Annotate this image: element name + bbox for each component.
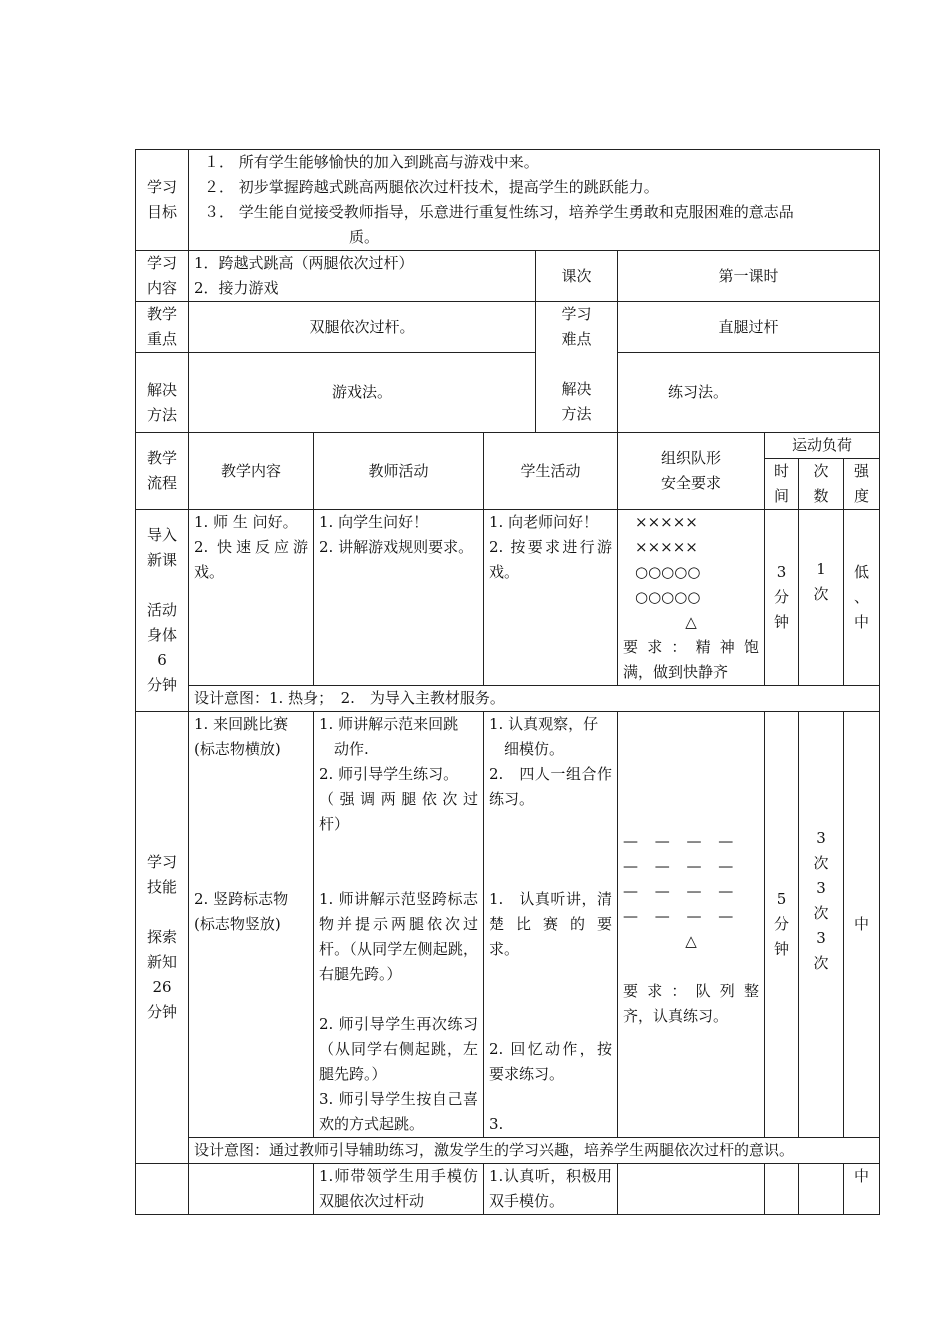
teacher-position-icon: △	[685, 613, 697, 631]
section3-content	[189, 1164, 314, 1215]
method-row	[136, 353, 880, 433]
section3-formation	[618, 1164, 765, 1215]
goal-item: １． 所有学生能够愉快的加入到跳高与游戏中来。	[204, 153, 539, 171]
section1-label: 导入 新课 活动 身体 6 分钟	[136, 510, 189, 712]
formation-row-x: ×××××	[635, 538, 698, 556]
flow-header-row	[136, 433, 880, 459]
load-header: 运动负荷	[765, 433, 880, 459]
section3-student: 1.认真听，积极用双手模仿。	[484, 1164, 618, 1215]
method-value: 游戏法。	[189, 353, 536, 433]
section1-time: 3 分 钟	[765, 510, 799, 686]
section2-intensity: 中	[844, 712, 880, 1138]
student-activity-header: 学生活动	[484, 433, 618, 510]
section3-teacher: 1.师带领学生用手模仿双腿依次过杆动	[314, 1164, 484, 1215]
content-item: 2．接力游戏	[194, 279, 279, 297]
difficulty-value: 直腿过杆	[618, 302, 880, 353]
section2-teacher: 1. 师讲解示范来回跳 动作. 2. 师引导学生练习。 （ 强 调 两 腿 依 次 过杆） 1. 师讲解示范竖跨标志物并提示两腿依次过杆。（从同学左侧起跳，右腿先跨。） 2. 师引导学生再次练习（从同学右侧起跳，左腿先跨。） 3. 师引导学生按自己喜欢的方式起跳。	[314, 712, 484, 1138]
method-value-2: 练习法。	[618, 353, 880, 433]
section3-count	[799, 1164, 844, 1215]
content-items	[189, 251, 536, 302]
formation-row-x: ×××××	[635, 513, 698, 531]
section1-design: 设计意图：1. 热身； 2. 为导入主教材服务。	[189, 686, 880, 712]
section1-content: 1. 师 生 问好。 2. 快速反应游戏。	[189, 510, 314, 686]
goal-item: 质。	[349, 228, 380, 246]
goal-item: ３． 学生能自觉接受教师指导，乐意进行重复性练习，培养学生勇敢和克服困难的意志品	[204, 203, 794, 221]
difficulty-label: 学习 难点 解决 方法	[536, 302, 618, 433]
formation-line: — — — —	[623, 832, 740, 850]
section2-formation	[618, 712, 765, 1138]
section1-design-row	[136, 686, 880, 712]
formation-line: — — — —	[623, 857, 740, 875]
teach-content-header: 教学内容	[189, 433, 314, 510]
section2-count: 3 次 3 次 3 次	[799, 712, 844, 1138]
section2-row	[136, 712, 880, 1138]
focus-label: 教学 重点	[136, 302, 189, 353]
section3-time	[765, 1164, 799, 1215]
goals-row	[136, 150, 880, 251]
section2-time: 5 分 钟	[765, 712, 799, 1138]
section2-content: 1. 来回跳比赛 (标志物横放) 2. 竖跨标志物 (标志物竖放)	[189, 712, 314, 1138]
teacher-position-icon: △	[685, 932, 697, 950]
formation-row-o: ○○○○○	[635, 563, 701, 581]
goals-list	[189, 150, 880, 251]
content-row	[136, 251, 880, 302]
formation-line: — — — —	[623, 907, 740, 925]
section3-intensity: 中	[844, 1164, 880, 1215]
section2-design-row	[136, 1138, 880, 1164]
teacher-activity-header: 教师活动	[314, 433, 484, 510]
method-label: 解决 方法	[136, 353, 189, 433]
section3-row	[136, 1164, 880, 1215]
section2-design: 设计意图：通过教师引导辅助练习，激发学生的学习兴趣，培养学生两腿依次过杆的意识。	[189, 1138, 880, 1164]
formation-row-o: ○○○○○	[635, 588, 701, 606]
goal-item: ２． 初步掌握跨越式跳高两腿依次过杆技术，提高学生的跳跃能力。	[204, 178, 659, 196]
flow-label: 教学 流程	[136, 433, 189, 510]
section1-requirement: 要 求 ： 精 神 饱满，做到快静齐	[623, 638, 759, 681]
section3-label	[136, 1164, 189, 1215]
section1-intensity: 低 、 中	[844, 510, 880, 686]
focus-row	[136, 302, 880, 353]
content-label: 学习 内容	[136, 251, 189, 302]
section1-count: 1 次	[799, 510, 844, 686]
lesson-value: 第一课时	[618, 251, 880, 302]
section1-teacher: 1. 向学生问好！ 2. 讲解游戏规则要求。	[314, 510, 484, 686]
section2-student: 1. 认真观察，仔 细模仿。 2. 四人一组合作练习。 1. 认真听讲，清 楚 比 赛 的 要求。 2. 回忆动作，按要求练习。 3.	[484, 712, 618, 1138]
section1-student: 1. 向老师问好！ 2. 按要求进行游戏。	[484, 510, 618, 686]
content-item: 1．跨越式跳高（两腿依次过杆）	[194, 254, 414, 272]
count-header: 次 数	[799, 459, 844, 510]
section2-label: 学习 技能 探索 新知 26 分钟	[136, 712, 189, 1164]
time-header: 时 间	[765, 459, 799, 510]
org-header: 组织队形 安全要求	[618, 433, 765, 510]
lesson-label: 课次	[536, 251, 618, 302]
section1-formation	[618, 510, 765, 686]
section1-row	[136, 510, 880, 686]
lesson-plan-table	[135, 149, 880, 1215]
formation-line: — — — —	[623, 882, 740, 900]
focus-value: 双腿依次过杆。	[189, 302, 536, 353]
intensity-header: 强 度	[844, 459, 880, 510]
goals-label: 学习 目标	[136, 150, 189, 251]
section2-requirement: 要 求 ： 队 列 整齐，认真练习。	[623, 982, 759, 1025]
